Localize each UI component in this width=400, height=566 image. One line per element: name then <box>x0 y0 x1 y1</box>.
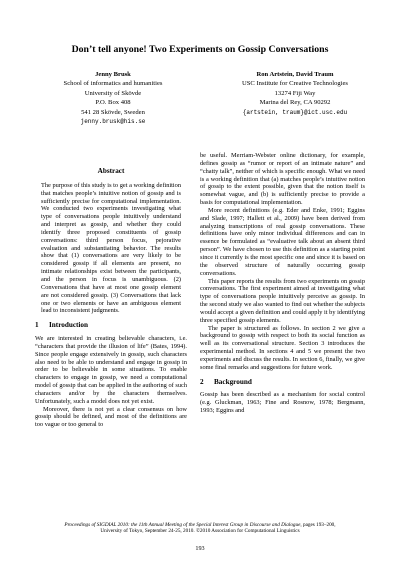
intro-paragraph-5: This paper reports the results from two experiments on gossip conversations. The first experiment aimed at investigating what type of conversations people intuitively perceive as gossip. In the second study we also wanted to find out whether the subjects would accept a given definition and could apply it by identifying three specified gossip elements. <box>200 277 365 324</box>
section-heading-introduction <box>35 322 187 330</box>
author-address-line1: Marina del Rey, CA 90292 <box>259 99 331 107</box>
intro-paragraph-6: The paper is structured as follows. In section 2 we give a background to gossip with respect to both its social function as well as its conversational structure. Section 3 introduces the experimental method. In sections 4 and 5 we present the two experiments and discuss the results. In section 6, finally, we give some final remarks and suggestions for future work. <box>200 324 365 371</box>
author-institution: 13274 Fiji Way <box>274 89 316 97</box>
section-number: 2 <box>200 377 204 386</box>
footer-pages: pages 193–200, <box>301 522 336 528</box>
author-block-1 <box>18 70 208 126</box>
intro-paragraph-3: be useful. Merriam-Webster online dictionary, for example, defines gossip as “rumor or report of an intimate nature” and “chatty talk”, neither of which is specific enough. What we need is a working definition that (a) matches people’s intuitive notion of gossip to the extent possible, given that the notion itself is somewhat vague, and (b) is sufficiently precise to provide a basis for computational implementation. <box>200 152 365 207</box>
author-name: Ron Artstein, David Traum <box>256 71 334 78</box>
abstract-body <box>35 182 187 315</box>
abstract-heading: Abstract <box>97 167 125 175</box>
intro-paragraph-1: We are interested in creating believable characters, i.e. “characters that provide the illusion of life” (Bates, 1994). Since people engage extensively in gossip, such characters also need to be able to understand and engage in gossip in order to be believable in some situations. To enable characters to engage in gossip, we need a computational model of gossip that can be applied in the authoring of such characters and/or by the characters themselves. Unfortunately, such a model does not yet exist. <box>35 335 187 405</box>
intro-paragraph-2: Moreover, there is not yet a clear consensus on how gossip should be defined, and most of the definitions are too vague or too general to <box>35 405 187 429</box>
abstract-text: The purpose of this study is to get a working definition that matches people’s intuitive notion of gossip and is sufficiently precise for computational implementation. We conducted two experiments investigating what type of conversations people intuitively understand and interpret as gossip, and whether they could identify three proposed constituents of gossip conversations: third person focus, pejorative evaluation and substantiating behavior. The results show that (1) conversations are very likely to be considered gossip if all elements are present, no intimate relationships exist between the participants, and the person in focus is unambiguous. (2) Conversations that have at most one gossip element are not considered gossip. (3) Conversations that lack one or two elements or have an ambiguous element lead to inconsistent judgments. <box>41 181 181 315</box>
author-affiliation: School of informatics and humanities <box>63 80 163 88</box>
author-address-line2: 541 28 Skövde, Sweden <box>81 108 145 116</box>
footer-copyright: University of Tokyo, September 24-25, 2010. ©2010 Association for Computational Linguistics <box>100 528 300 535</box>
background-paragraph-1: Gossip has been described as a mechanism for social control (e.g. Gluckman, 1963; Fine and Rosnow, 1978; Bergmann, 1993; Eggins and <box>200 391 365 415</box>
author-institution: University of Skövde <box>84 89 142 97</box>
proceedings-footer <box>0 522 400 535</box>
author-name: Jenny Brusk <box>95 71 131 78</box>
author-email[interactable]: {artstein, traum}@ict.usc.edu <box>242 108 348 116</box>
paper-title: Don’t tell anyone! Two Experiments on Gossip Conversations <box>71 44 329 55</box>
section-title: Background <box>214 377 252 386</box>
intro-paragraph-4: More recent definitions (e.g. Eder and Enke, 1991; Eggins and Slade, 1997; Hallett et al., 2009) have been derived from analyzing transcriptions of real gossip conversations. These definitions have only minor individual differences and can in essence be formulated as “evaluative talk about an absent third person”. We have chosen to use this definition as a starting point since it currently is the most specific one and since it is based on the observed structure of naturally occurring gossip conversations. <box>200 206 365 277</box>
page-number: 193 <box>195 545 205 552</box>
footer-venue: Proceedings of SIGDIAL 2010: the 11th Annual Meeting of the Special Interest Group in Discourse and Dialogue, <box>64 522 302 528</box>
section-heading-background <box>200 379 365 387</box>
author-email[interactable]: jenny.brusk@his.se <box>80 118 146 126</box>
author-affiliation: USC Institute for Creative Technologies <box>242 80 348 88</box>
author-block-2 <box>200 70 390 117</box>
author-address-line1: P.O. Box 408 <box>95 99 131 107</box>
section-title: Introduction <box>49 321 89 330</box>
right-column <box>200 152 365 415</box>
section-number: 1 <box>35 321 39 330</box>
left-column <box>35 152 187 429</box>
